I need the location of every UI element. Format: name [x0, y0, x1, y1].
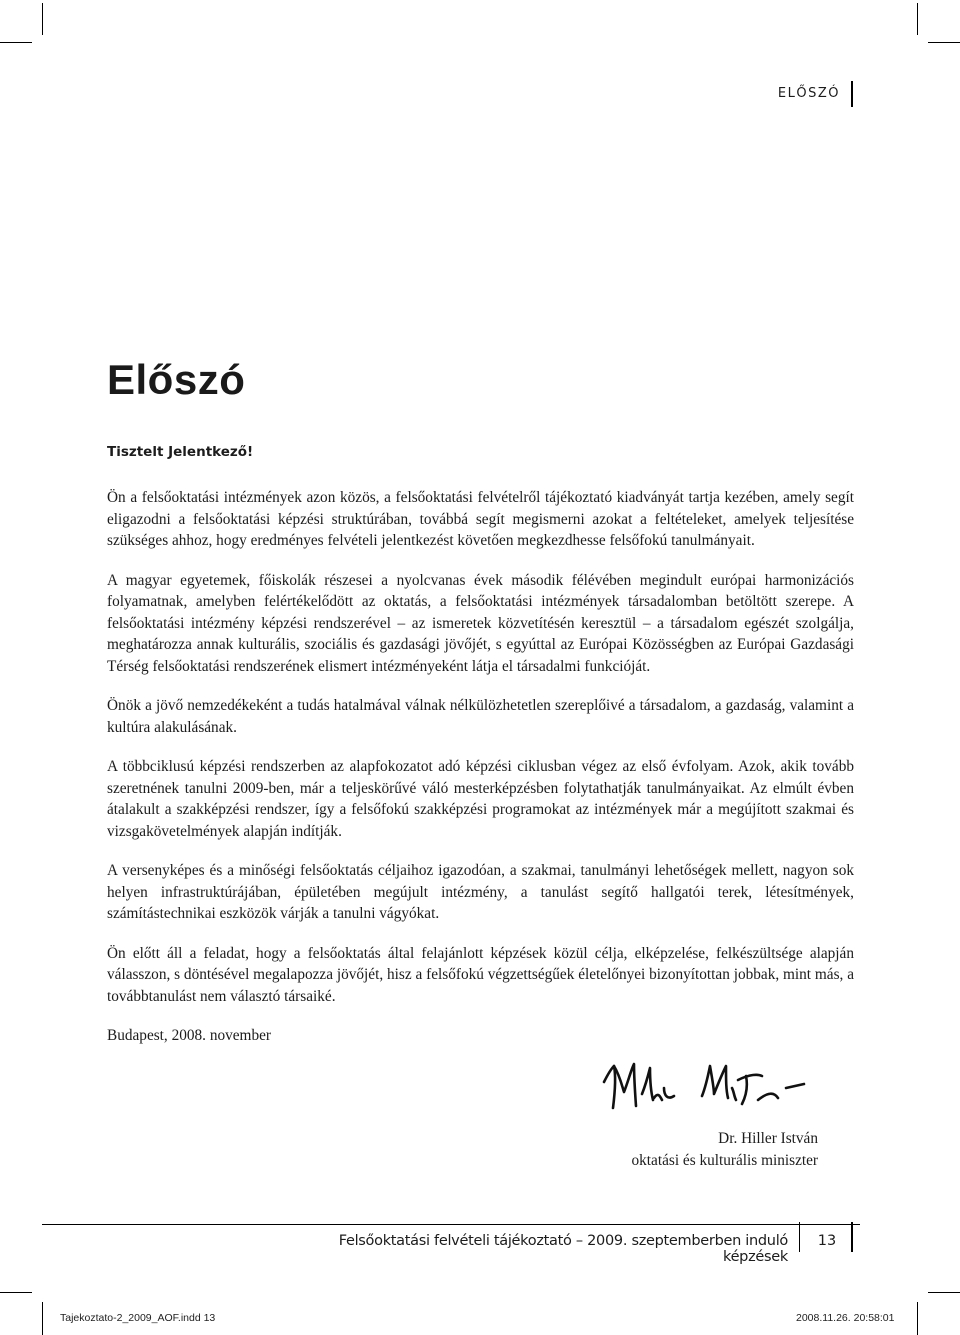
paragraph: Ön előtt áll a feladat, hogy a felsőoktatás által felajánlott képzések közül célja, elképzelése, felkészültsége alapján válasszon, s döntésével megalapozza jövőjét, hisz a felsőfokú végzettségűek életelőnyei bizonyítottan jobbak, mint más, a továbbtanulást nem választó társaiké. — [107, 944, 854, 1005]
crop-mark — [42, 1302, 43, 1335]
crop-mark — [917, 1302, 918, 1335]
signature-image — [598, 1052, 828, 1122]
footer-rule — [42, 1224, 860, 1225]
crop-mark — [42, 3, 43, 35]
running-header: ELŐSZÓ — [777, 86, 840, 101]
signer-position: oktatási és kulturális miniszter — [631, 1152, 818, 1169]
footer-separator — [799, 1222, 800, 1252]
slug-filename: Tajekoztato-2_2009_AOF.indd 13 — [60, 1312, 216, 1324]
paragraph: A versenyképes és a minőségi felsőoktatás céljaihoz igazodóan, a szakmai, tanulmányi lehetőségek mellett, nagyon sok helyen infrastruktúrájában, épületében megújult intézmény, a tanulást segítő hallgatói terek, létesítmények, számítástechnikai eszközök várják a tanulni vágyókat. — [107, 862, 854, 922]
crop-mark — [928, 1292, 960, 1293]
place-date: Budapest, 2008. november — [107, 1027, 271, 1044]
slug-datetime: 2008.11.26. 20:58:01 — [796, 1312, 895, 1324]
page-title: Előszó — [107, 356, 246, 403]
page-number: 13 — [817, 1233, 837, 1249]
crop-mark — [0, 1292, 32, 1293]
crop-mark — [0, 42, 32, 43]
header-bar — [851, 81, 853, 107]
footer-publication-title: Felsőoktatási felvételi tájékoztató – 2009. szeptemberben induló képzések — [338, 1233, 788, 1265]
paragraph: Ön a felsőoktatási intézmények azon közös, a felsőoktatási felvételről tájékoztató kiadványát tartja kezében, amely segít eligazodni a felsőoktatási képzési struktúrában, továbbá segít megismerni azokat a feltételeket, amelyek teljesítése szükséges ahhoz, hogy eredményes felvételi jelentkezést követően megkezdhesse felsőfokú tanulmányait. — [107, 489, 854, 549]
paragraph: Önök a jövő nemzedékeként a tudás hatalmával válnak nélkülözhetetlen szereplőivé a társadalom, a gazdaság, valamint a kultúra alakulásának. — [107, 697, 854, 736]
body-text — [107, 487, 854, 1065]
crop-mark — [928, 42, 960, 43]
paragraph: A magyar egyetemek, főiskolák részesei a nyolcvanas évek második félévében megindult európai harmonizációs folyamatnak, amelyben felértékelődött az oktatás, a felsőoktatási intézmények társadalomban betöltött szerepe. A felsőoktatási intézmény képzési rendszerével – az ismeretek közvetítésén keresztül – a társadalom egészét szolgálja, meghatározza annak kulturális, szociális és gazdasági jövőjét, s egyúttal az Európai Közösségben az Európai Gazdasági Térség felsőoktatási rendszerének elismert intézményeként látja el társadalmi funkcióját. — [107, 571, 854, 675]
signer-name: Dr. Hiller István — [718, 1130, 818, 1147]
crop-mark — [917, 3, 918, 35]
greeting: Tisztelt Jelentkező! — [107, 444, 254, 460]
footer-bar — [851, 1222, 853, 1252]
paragraph: A többciklusú képzési rendszerben az alapfokozatot adó képzési ciklusban végez az első évfolyam. Azok, akik tovább szeretnének tanulni 2009-ben, már a teljeskörűvé váló mesterképzésben folytathatják tanulmányaikat. Az elmúlt évben átalakult a szakképzési rendszer, így a felsőfokú szakképzési programokat az intézmények már a megújított szakmai és vizsgakövetelmények alapján indítják. — [107, 758, 854, 840]
signer-block — [560, 1128, 818, 1172]
